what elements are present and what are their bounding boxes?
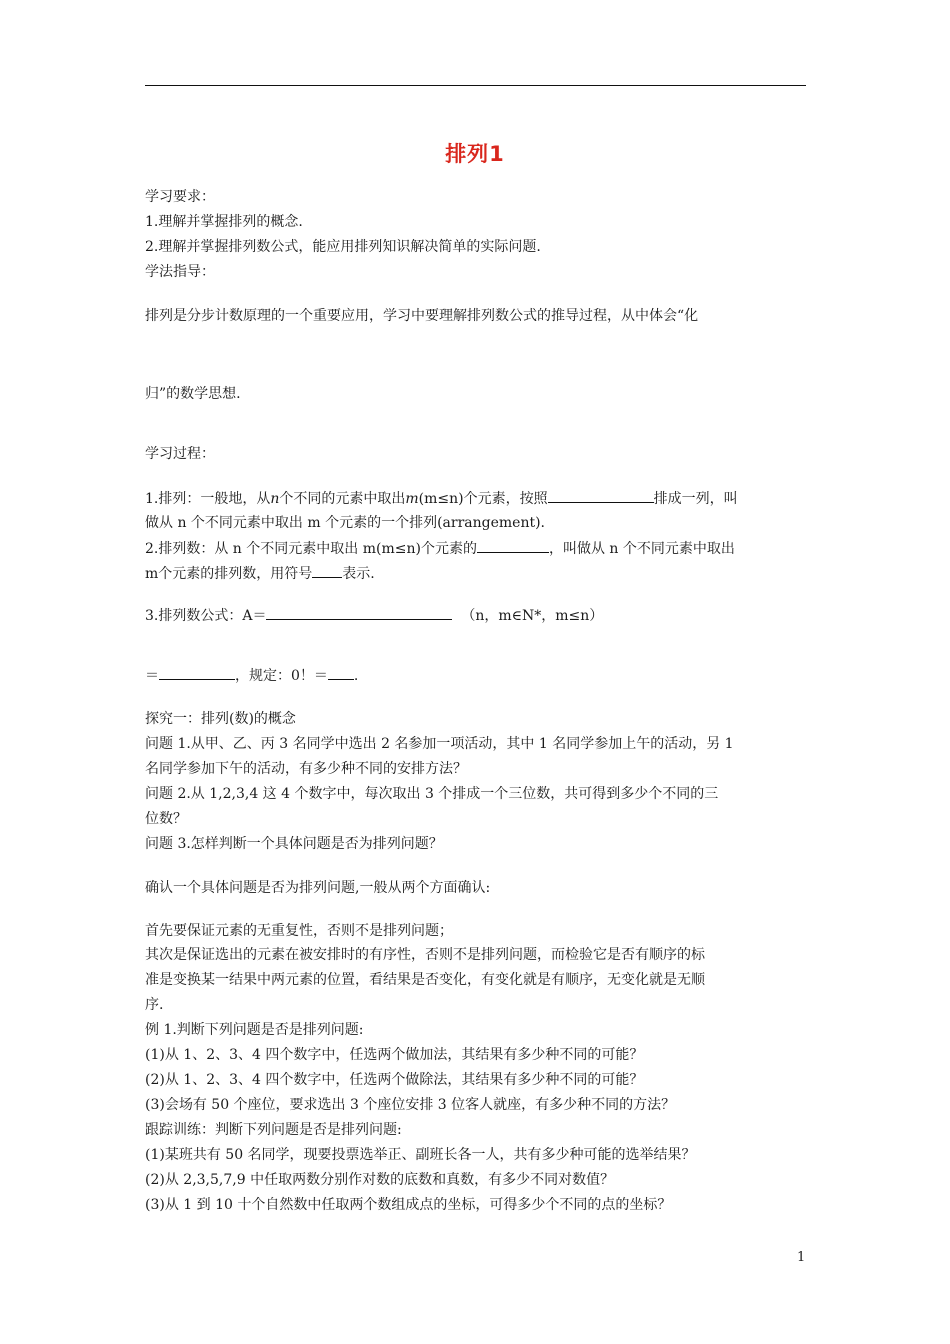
blank-order[interactable] <box>548 489 654 503</box>
practice-item-2: (2)从 2,3,5,7,9 中任取两数分别作对数的底数和真数，有多少不同对数值？ <box>145 1172 615 1188</box>
blank-count[interactable] <box>477 539 549 553</box>
header-rule <box>145 85 806 86</box>
criterion-1: 首先要保证元素的无重复性，否则不是排列问题； <box>145 923 453 939</box>
example-item-3: (3)会场有 50 个座位，要求选出 3 个座位安排 3 位客人就座，有多少种不同的方法？ <box>145 1097 676 1113</box>
example-heading: 例 1.判断下列问题是否是排列问题: <box>145 1022 364 1038</box>
confirm-text: 确认一个具体问题是否为排列问题,一般从两个方面确认: <box>145 880 491 896</box>
practice-item-3: (3)从 1 到 10 十个自然数中任取两个数组成点的坐标，可得多少个不同的点的坐标？ <box>145 1197 672 1213</box>
criterion-2-cont: 准是变换某一结果中两元素的位置，看结果是否变化，有变化就是有顺序，无变化就是无顺 <box>145 972 705 988</box>
definition-2-cont: m个元素的排列数，用符号 表示. <box>145 566 375 582</box>
requirement-1: 1.理解并掌握排列的概念. <box>145 214 303 230</box>
page-number: 1 <box>797 1250 806 1265</box>
page-title: 排列1 <box>445 142 505 166</box>
guide-label: 学法指导： <box>145 264 215 280</box>
definition-2: 2.排列数：从 n 个不同元素中取出 m(m≤n)个元素的 ，叫做从 n 个不同元素中取出 <box>145 541 735 557</box>
blank-factorial-form[interactable] <box>159 666 235 680</box>
question-1: 问题 1.从甲、乙、丙 3 名同学中选出 2 名参加一项活动，其中 1 名同学参加上午的活动，另 1 <box>145 736 734 752</box>
process-label: 学习过程： <box>145 446 215 462</box>
definition-1: 1.排列：一般地，从n个不同的元素中取出m(m≤n)个元素，按照 排成一列，叫 <box>145 491 738 507</box>
explore-heading: 探究一：排列(数)的概念 <box>145 711 296 727</box>
question-1-cont: 名同学参加下午的活动，有多少种不同的安排方法？ <box>145 761 467 777</box>
requirement-2: 2.理解并掌握排列数公式，能应用排列知识解决简单的实际问题. <box>145 239 541 255</box>
example-item-2: (2)从 1、2、3、4 四个数字中，任选两个做除法，其结果有多少种不同的可能？ <box>145 1072 644 1088</box>
criterion-2-end: 序. <box>145 997 164 1013</box>
practice-heading: 跟踪训练：判断下列问题是否是排列问题: <box>145 1122 402 1138</box>
guide-text-2: 归”的数学思想. <box>145 386 241 402</box>
formula-line-2: ＝ ，规定：0！＝ . <box>145 668 359 684</box>
question-2-cont: 位数？ <box>145 811 187 827</box>
criterion-2: 其次是保证选出的元素在被安排时的有序性，否则不是排列问题，而检验它是否有顺序的标 <box>145 947 705 963</box>
question-3: 问题 3.怎样判断一个具体问题是否为排列问题？ <box>145 836 443 852</box>
example-item-1: (1)从 1、2、3、4 四个数字中，任选两个做加法，其结果有多少种不同的可能？ <box>145 1047 644 1063</box>
guide-text-1: 排列是分步计数原理的一个重要应用，学习中要理解排列数公式的推导过程，从中体会“化 <box>145 308 699 324</box>
question-2: 问题 2.从 1,2,3,4 这 4 个数字中，每次取出 3 个排成一个三位数，共可得到多少个不同的三 <box>145 786 719 802</box>
blank-formula[interactable] <box>266 606 452 620</box>
blank-zero-factorial[interactable] <box>328 666 354 680</box>
blank-symbol[interactable] <box>312 564 342 578</box>
requirements-label: 学习要求： <box>145 189 215 205</box>
definition-1-cont: 做从 n 个不同元素中取出 m 个元素的一个排列(arrangement). <box>145 515 546 531</box>
practice-item-1: (1)某班共有 50 名同学，现要投票选举正、副班长各一人，共有多少种可能的选举结果？ <box>145 1147 696 1163</box>
formula-line: 3.排列数公式：A＝ （n，m∈N*，m≤n） <box>145 608 604 624</box>
